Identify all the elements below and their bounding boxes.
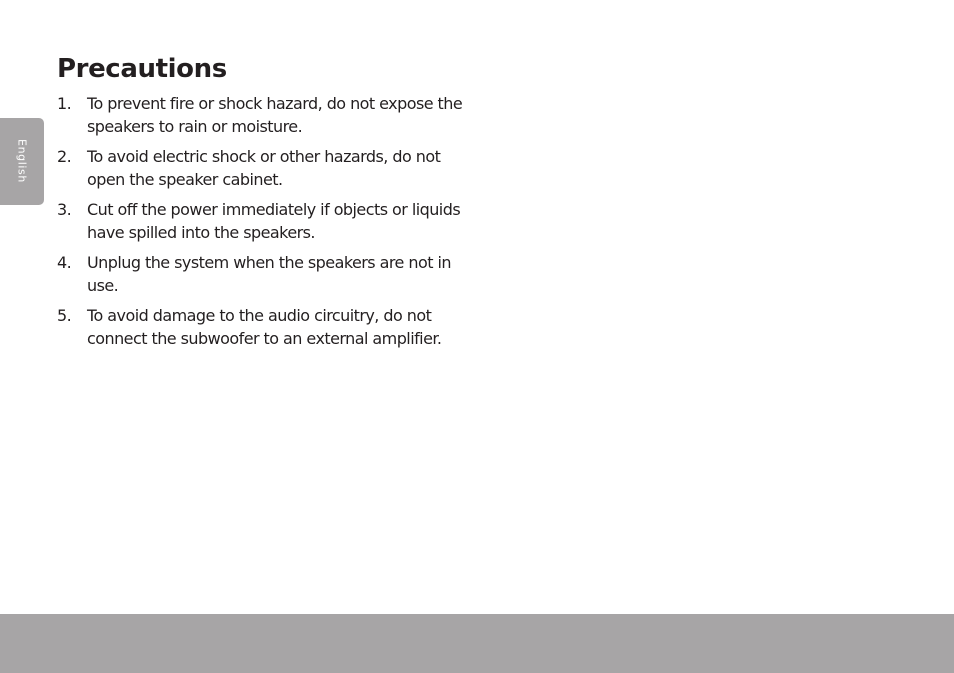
list-item-number: 2. <box>57 147 72 166</box>
list-item <box>57 145 477 191</box>
list-item-number: 1. <box>57 94 72 113</box>
list-item <box>57 198 477 244</box>
list-item <box>57 304 477 350</box>
list-item-text: To avoid electric shock or other hazards, do not open the speaker cabinet. <box>87 147 441 189</box>
list-item-text: Unplug the system when the speakers are not in use. <box>87 253 451 295</box>
list-item <box>57 251 477 297</box>
list-item-number: 4. <box>57 253 72 272</box>
list-item <box>57 92 477 138</box>
language-tab-label: English <box>15 139 29 183</box>
list-item-number: 5. <box>57 306 72 325</box>
list-item-text: To avoid damage to the audio circuitry, do not connect the subwoofer to an external amplifier. <box>87 306 442 348</box>
list-item-text: To prevent fire or shock hazard, do not expose the speakers to rain or moisture. <box>87 94 463 136</box>
page-title: Precautions <box>57 54 227 84</box>
list-item-number: 3. <box>57 200 72 219</box>
list-item-text: Cut off the power immediately if objects or liquids have spilled into the speakers. <box>87 200 461 242</box>
footer-bar <box>0 614 954 673</box>
precautions-list <box>57 92 477 357</box>
